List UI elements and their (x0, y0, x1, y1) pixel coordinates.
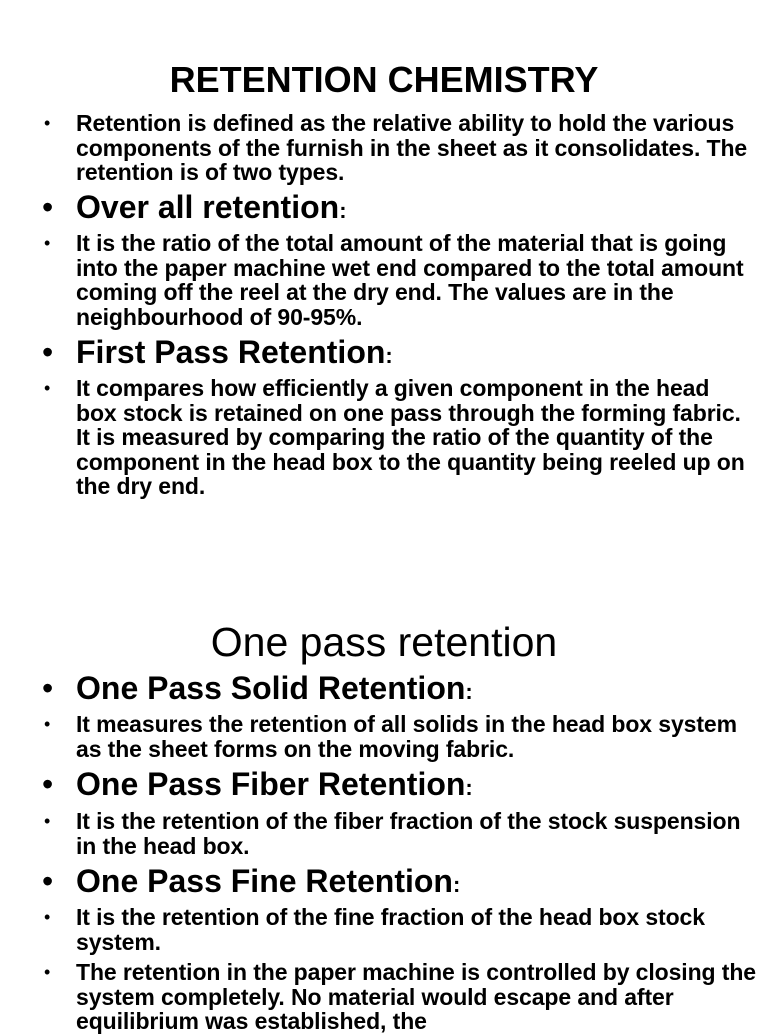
bullet-icon: • (42, 670, 54, 706)
heading-colon: : (465, 679, 473, 704)
heading-colon: : (385, 343, 393, 368)
slide-title: RETENTION CHEMISTRY (169, 59, 599, 100)
bullet-text: Retention is defined as the relative ability to hold the various components of the furnish in the sheet as it consolidates. The retention is of two types. (76, 110, 748, 185)
heading-text: First Pass Retention (76, 334, 386, 370)
bullet-icon: • (44, 907, 51, 927)
bullet-icon: • (44, 233, 51, 253)
bullet-text: The retention in the paper machine is controlled by closing the system completely. No material would escape and after equilibrium was established, the (76, 959, 756, 1034)
heading-colon: : (465, 775, 473, 800)
bullet-heading (76, 767, 756, 805)
bullet-text: It is the retention of the fine fraction of the head box stock system. (76, 904, 705, 955)
bullet-text: It is the retention of the fiber fraction of the stock suspension in the head box. (76, 808, 741, 859)
bullet-icon: • (42, 766, 54, 802)
bullet-heading (76, 335, 756, 373)
bullet-icon: • (44, 714, 51, 734)
slide-title: One pass retention (210, 619, 558, 665)
bullet-icon: • (42, 334, 54, 370)
heading-text: Over all retention (76, 189, 340, 225)
bullet-text: It compares how efficiently a given component in the head box stock is retained on one pass through the forming fabric. It is measured by comparing the ratio of the quantity of the component in the head box to the quantity being reeled up on the dry end. (76, 375, 745, 499)
heading-text: One Pass Fiber Retention (76, 766, 466, 802)
bullet-heading (76, 190, 756, 228)
bullet-text: It is the ratio of the total amount of the material that is going into the paper machine wet end compared to the total amount coming off the reel at the dry end. The values are in the neighbourhood of 90-95%. (76, 230, 744, 330)
heading-text: One Pass Fine Retention (76, 863, 453, 899)
bullet-icon: • (44, 113, 51, 133)
bullet-icon: • (44, 378, 51, 398)
heading-text: One Pass Solid Retention (76, 670, 466, 706)
bullet-icon: • (44, 962, 51, 982)
bullet-icon: • (42, 863, 54, 899)
bullet-heading (76, 864, 756, 902)
bullet-text: It measures the retention of all solids in the head box system as the sheet forms on the moving fabric. (76, 711, 737, 762)
bullet-icon: • (44, 811, 51, 831)
heading-colon: : (339, 198, 347, 223)
bullet-icon: • (42, 189, 54, 225)
bullet-heading (76, 671, 756, 709)
heading-colon: : (452, 872, 461, 897)
